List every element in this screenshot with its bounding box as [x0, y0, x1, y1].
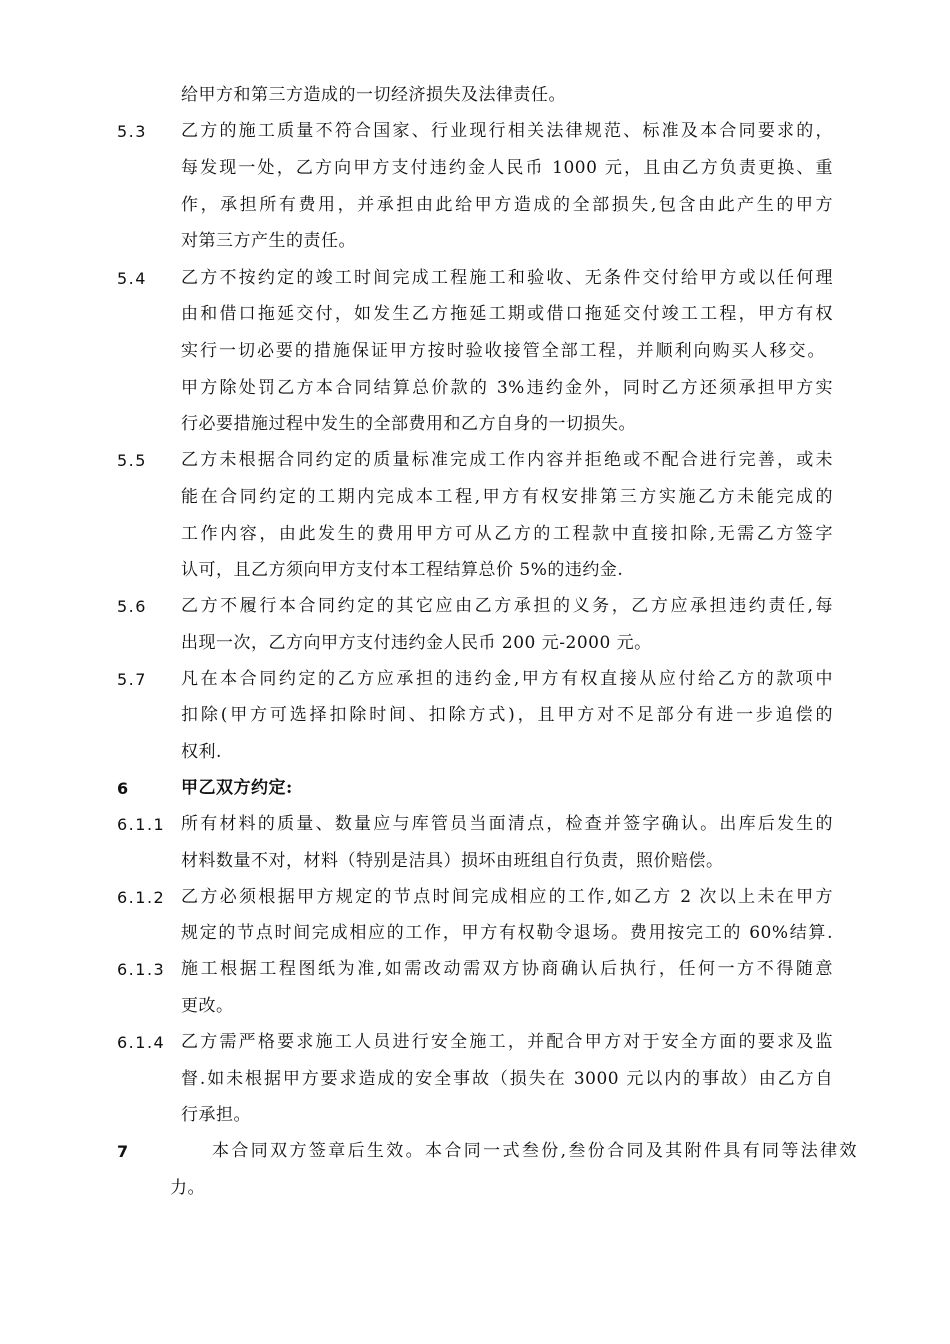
section-6-title: 甲乙双方约定:	[181, 778, 293, 798]
clause-number-5-6: 5.6	[117, 597, 147, 616]
clause-5-7-line-3: 权利.	[181, 742, 222, 762]
clause-5-3-line-1: 乙方的施工质量不符合国家、行业现行相关法律规范、标准及本合同要求的，	[181, 121, 833, 141]
clause-number-5-7: 5.7	[117, 670, 147, 689]
clause-5-6-line-1: 乙方不履行本合同约定的其它应由乙方承担的义务，乙方应承担违约责任,每	[181, 596, 833, 616]
clause-5-5-line-3: 工作内容，由此发生的费用甲方可从乙方的工程款中直接扣除,无需乙方签字	[181, 524, 833, 544]
clause-5-4-line-5: 行必要措施过程中发生的全部费用和乙方自身的一切损失。	[181, 414, 636, 434]
item-6-1-2-line-1: 乙方必须根据甲方规定的节点时间完成相应的工作,如乙方 2 次以上未在甲方	[181, 887, 833, 907]
clause-5-5-line-2: 能在合同约定的工期内完成本工程,甲方有权安排第三方实施乙方未能完成的	[181, 487, 833, 507]
clause-5-6-line-2: 出现一次，乙方向甲方支付违约金人民币 200 元-2000 元。	[181, 633, 652, 653]
item-6-1-1-line-1: 所有材料的质量、数量应与库管员当面清点，检查并签字确认。出库后发生的	[181, 814, 833, 834]
item-number-6-1-2: 6.1.2	[117, 888, 166, 907]
clause-5-7-line-1: 凡在本合同约定的乙方应承担的违约金,甲方有权直接从应付给乙方的款项中	[181, 669, 833, 689]
section-7-line-2: 力。	[170, 1178, 205, 1198]
item-number-6-1-4: 6.1.4	[117, 1033, 166, 1052]
clause-5-4-line-2: 由和借口拖延交付，如发生乙方拖延工期或借口拖延交付竣工工程，甲方有权	[181, 304, 833, 324]
clause-number-5-5: 5.5	[117, 451, 147, 470]
item-6-1-4-line-2: 督.如未根据甲方要求造成的安全事故（损失在 3000 元以内的事故）由乙方自	[181, 1069, 833, 1089]
clause-5-3-line-2: 每发现一处，乙方向甲方支付违约金人民币 1000 元，且由乙方负责更换、重	[181, 158, 833, 178]
item-6-1-4-line-3: 行承担。	[181, 1105, 251, 1125]
clause-5-7-line-2: 扣除(甲方可选择扣除时间、扣除方式)，且甲方对不足部分有进一步追偿的	[181, 705, 833, 725]
section-7-number: 7	[117, 1142, 130, 1161]
section-7-line-1: 本合同双方签章后生效。本合同一式叁份,叁份合同及其附件具有同等法律效	[212, 1141, 857, 1161]
section-6-number: 6	[117, 779, 130, 798]
clause-5-4-line-3: 实行一切必要的措施保证甲方按时验收接管全部工程，并顺利向购买人移交。	[181, 341, 825, 361]
clause-5-3-line-3: 作，承担所有费用，并承担由此给甲方造成的全部损失,包含由此产生的甲方	[181, 195, 833, 215]
clause-5-5-line-4: 认可，且乙方须向甲方支付本工程结算总价 5%的违约金.	[181, 560, 624, 580]
item-6-1-4-line-1: 乙方需严格要求施工人员进行安全施工，并配合甲方对于安全方面的要求及监	[181, 1032, 833, 1052]
clause-5-5-line-1: 乙方未根据合同约定的质量标准完成工作内容并拒绝或不配合进行完善，或未	[181, 450, 833, 470]
item-number-6-1-3: 6.1.3	[117, 960, 166, 979]
item-6-1-3-line-1: 施工根据工程图纸为准,如需改动需双方协商确认后执行，任何一方不得随意	[181, 959, 833, 979]
clause-number-5-4: 5.4	[117, 269, 147, 288]
clause-number-5-3: 5.3	[117, 122, 147, 141]
clause-5-4-line-4: 甲方除处罚乙方本合同结算总价款的 3%违约金外，同时乙方还须承担甲方实	[181, 378, 833, 398]
clause-5-3-line-4: 对第三方产生的责任。	[181, 231, 356, 251]
item-6-1-1-line-2: 材料数量不对，材料（特别是洁具）损坏由班组自行负责，照价赔偿。	[181, 851, 724, 871]
clause-5-4-line-1: 乙方不按约定的竣工时间完成工程施工和验收、无条件交付给甲方或以任何理	[181, 268, 833, 288]
item-number-6-1-1: 6.1.1	[117, 815, 166, 834]
item-6-1-3-line-2: 更改。	[181, 996, 234, 1016]
intro-line: 给甲方和第三方造成的一切经济损失及法律责任。	[181, 85, 566, 105]
item-6-1-2-line-2: 规定的节点时间完成相应的工作，甲方有权勒令退场。费用按完工的 60%结算.	[181, 923, 833, 943]
